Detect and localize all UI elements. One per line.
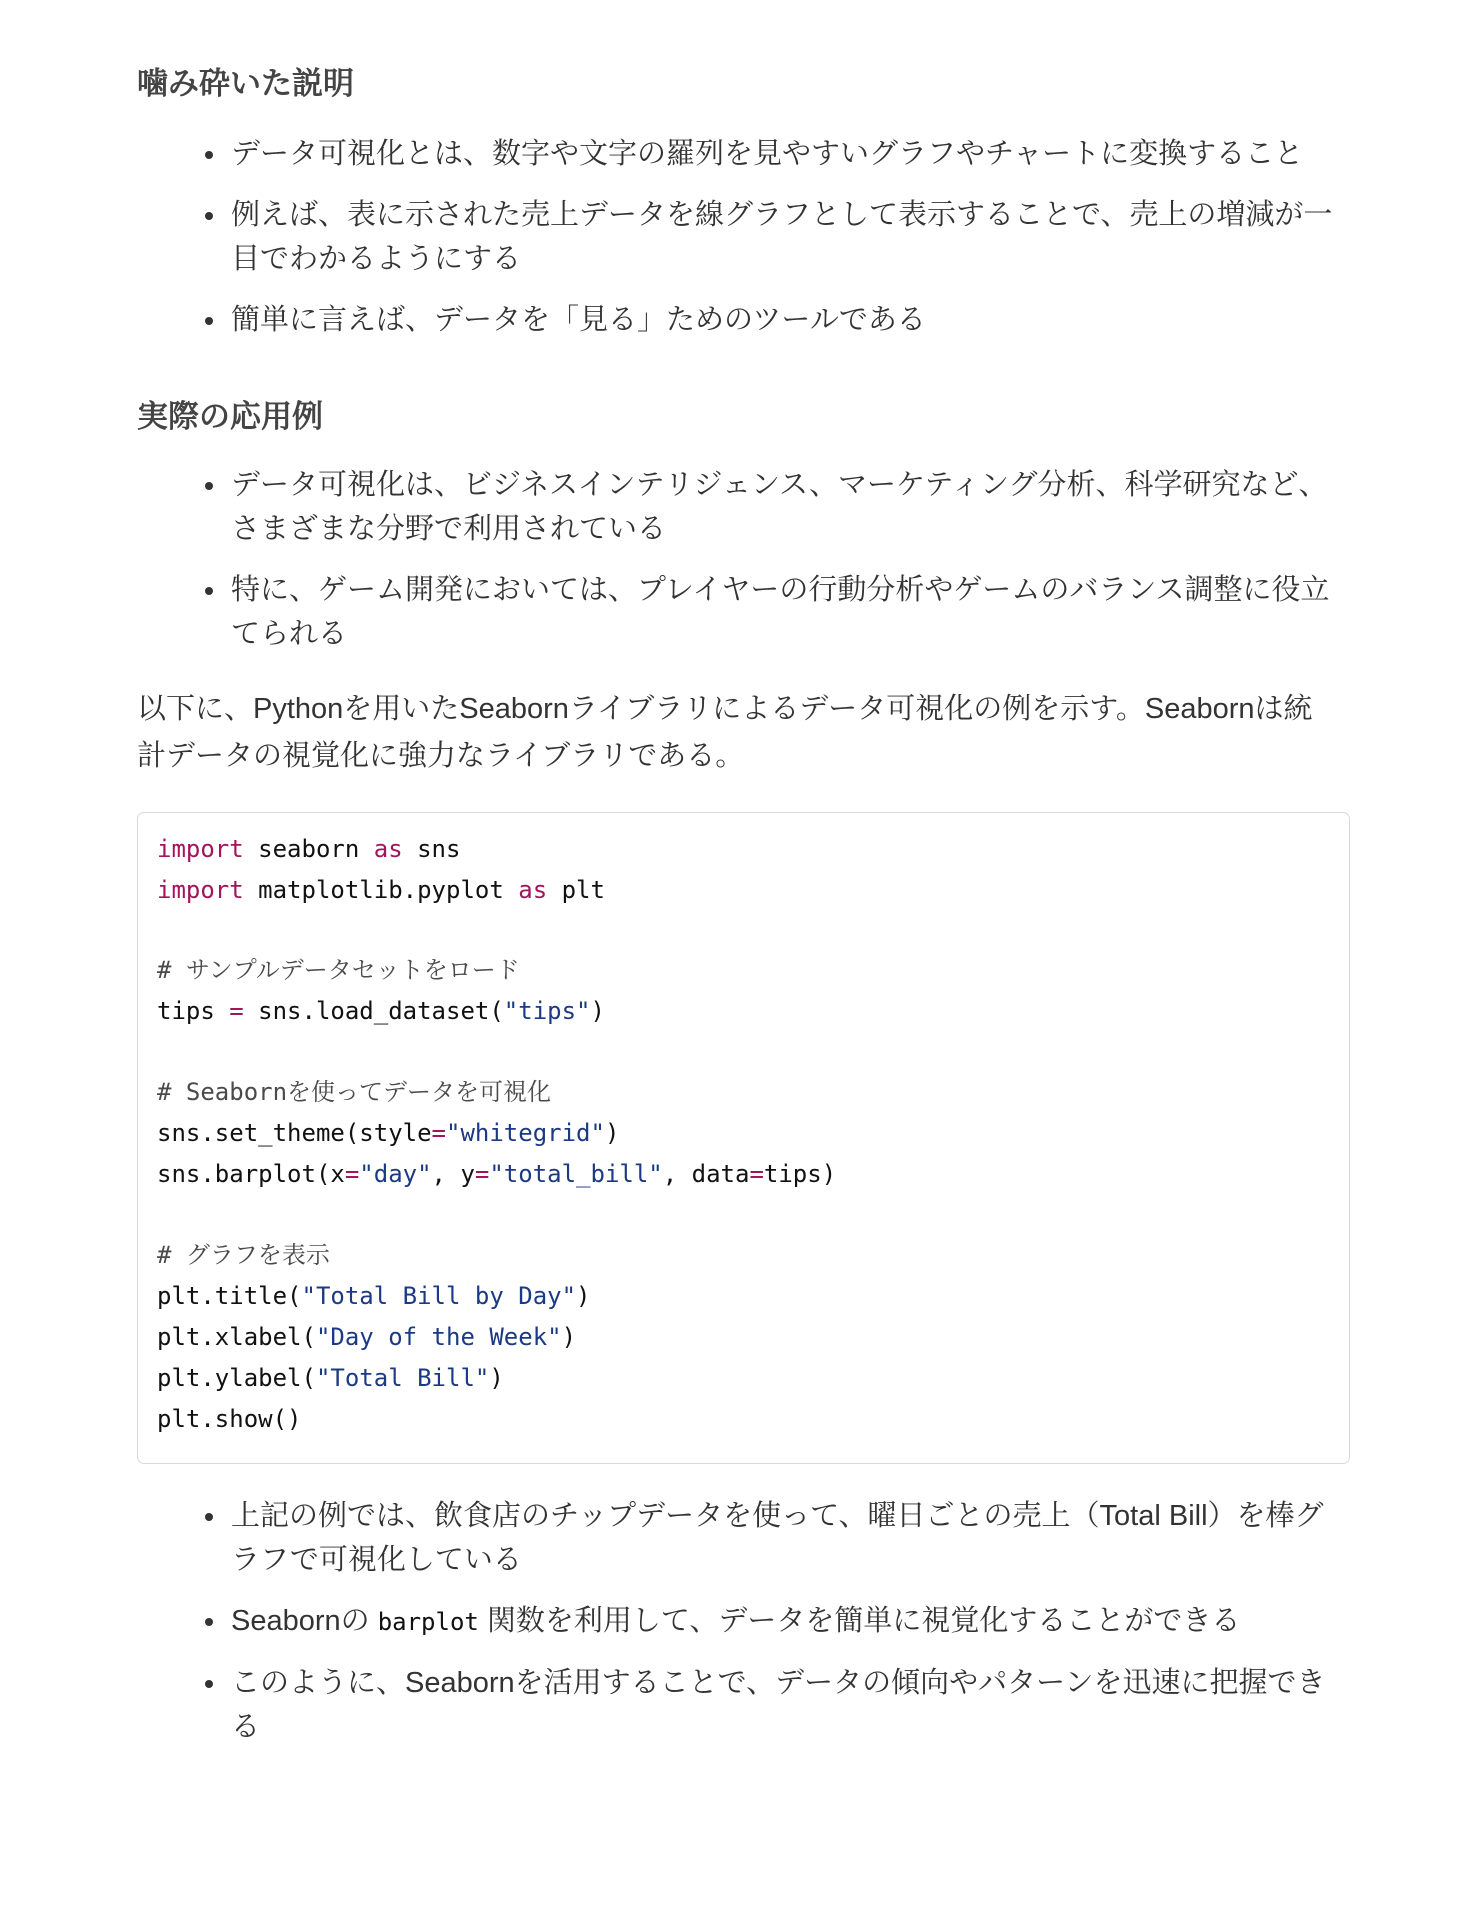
list-item	[231, 1661, 1325, 1749]
list-item	[231, 132, 1303, 176]
code-line-import-seaborn: import seaborn as sns	[157, 835, 461, 863]
list-item	[231, 1494, 1324, 1582]
list-item-text: データ可視化は、ビジネスインテリジェンス、マーケティング分析、科学研究など、	[231, 469, 1328, 501]
list-item-text: データ可視化とは、数字や文字の羅列を見やすいグラフやチャートに変換すること	[231, 138, 1304, 170]
inline-code-barplot: barplot	[377, 1608, 479, 1636]
list-item-text-cont: てられる	[231, 618, 348, 650]
code-line-set-theme: sns.set_theme(style="whitegrid")	[157, 1119, 620, 1147]
list-item-text: 特に、ゲーム開発においては、プレイヤーの行動分析やゲームのバランス調整に役立	[231, 574, 1330, 606]
list-item-text: このように、Seabornを活用することで、データの傾向やパターンを迅速に把握でき	[231, 1667, 1326, 1699]
code-line-show: plt.show()	[157, 1405, 302, 1433]
summary-list	[137, 1599, 1240, 1644]
list-item	[231, 568, 1330, 656]
code-comment-load: # サンプルデータセットをロード	[157, 956, 520, 984]
list-item-text: 例えば、表に示された売上データを線グラフとして表示することで、売上の増減が一	[231, 199, 1333, 231]
list-item-text-cont: る	[231, 1711, 261, 1743]
code-comment-visualize: # Seabornを使ってデータを可視化	[157, 1078, 552, 1106]
summary-list	[137, 1661, 1325, 1749]
explanation-list	[137, 298, 926, 342]
code-comment-show: # グラフを表示	[157, 1241, 330, 1269]
intro-paragraph: 以下に、Pythonを用いたSeabornライブラリによるデータ可視化の例を示す。Seabornは統 計データの視覚化に強力なライブラリである。	[137, 693, 1313, 772]
explanation-list	[137, 132, 1303, 176]
code-line-import-pyplot: import matplotlib.pyplot as plt	[157, 876, 605, 904]
section-heading-applications: 実際の応用例	[137, 399, 323, 434]
list-item-text: 簡単に言えば、データを「見る」ためのツールである	[231, 304, 926, 336]
code-line-ylabel: plt.ylabel("Total Bill")	[157, 1364, 504, 1392]
list-item-text-cont: さまざまな分野で利用されている	[231, 513, 667, 545]
list-item: Seabornの barplot 関数を利用して、データを簡単に視覚化することができる	[231, 1599, 1240, 1644]
code-line-load-dataset: tips = sns.load_dataset("tips")	[157, 997, 605, 1025]
summary-list	[137, 1494, 1324, 1582]
list-item	[231, 298, 926, 342]
explanation-list	[137, 193, 1332, 281]
applications-list	[137, 463, 1328, 551]
code-line-xlabel: plt.xlabel("Day of the Week")	[157, 1323, 577, 1351]
list-item-text-cont: 目でわかるようにする	[231, 243, 522, 275]
section-heading-explanation: 噛み砕いた説明	[137, 66, 354, 101]
list-item	[231, 463, 1328, 551]
list-item-text: 上記の例では、飲食店のチップデータを使って、曜日ごとの売上（Total Bill）を棒グ	[231, 1500, 1324, 1532]
code-line-barplot: sns.barplot(x="day", y="total_bill", data=tips)	[157, 1160, 837, 1188]
applications-list	[137, 568, 1330, 656]
list-item	[231, 193, 1332, 281]
code-line-title: plt.title("Total Bill by Day")	[157, 1282, 591, 1310]
list-item-text-cont: ラフで可視化している	[231, 1544, 522, 1576]
code-block	[137, 812, 1350, 1464]
